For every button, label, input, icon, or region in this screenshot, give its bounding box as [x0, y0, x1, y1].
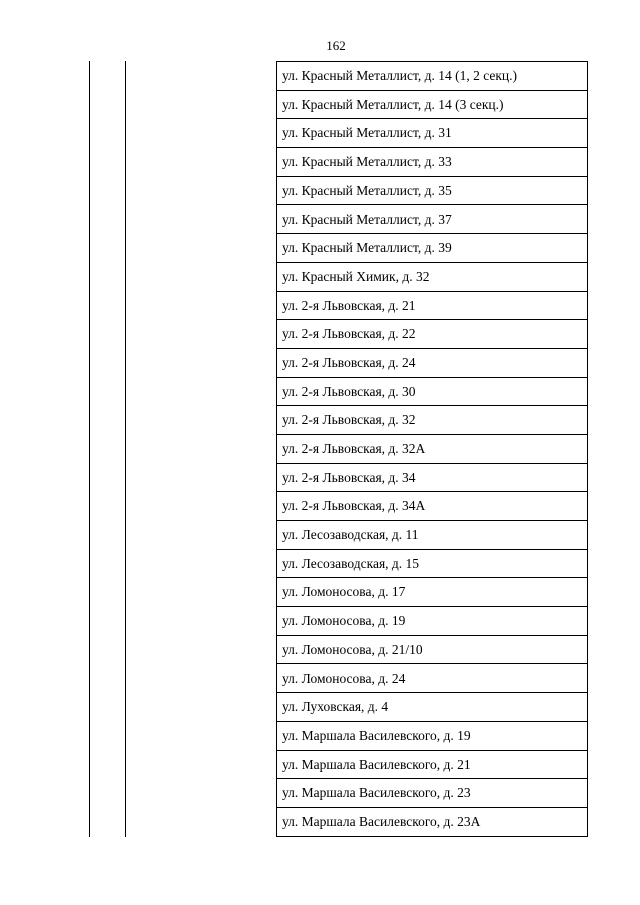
address-cell: ул. Красный Металлист, д. 39 [277, 234, 588, 263]
table-row [277, 90, 588, 119]
address-cell: ул. 2-я Львовская, д. 22 [277, 320, 588, 349]
address-cell: ул. 2-я Львовская, д. 30 [277, 377, 588, 406]
address-cell: ул. Лесозаводская, д. 15 [277, 549, 588, 578]
address-cell: ул. Ломоносова, д. 24 [277, 664, 588, 693]
address-cell: ул. 2-я Львовская, д. 34 [277, 463, 588, 492]
address-cell: ул. Ломоносова, д. 19 [277, 607, 588, 636]
table-row [277, 463, 588, 492]
table-row [277, 635, 588, 664]
table-row [277, 348, 588, 377]
address-cell: ул. Красный Металлист, д. 33 [277, 148, 588, 177]
table-row [277, 607, 588, 636]
table-row [277, 406, 588, 435]
table-row [277, 320, 588, 349]
table-row [277, 521, 588, 550]
address-cell: ул. Красный Химик, д. 32 [277, 262, 588, 291]
address-cell: ул. Ломоносова, д. 17 [277, 578, 588, 607]
address-cell: ул. Красный Металлист, д. 14 (3 секц.) [277, 90, 588, 119]
table-row [277, 750, 588, 779]
address-cell: ул. Красный Металлист, д. 35 [277, 176, 588, 205]
page-number: 162 [326, 38, 346, 53]
address-cell: ул. Маршала Василевского, д. 23А [277, 807, 588, 836]
address-cell: ул. Маршала Василевского, д. 21 [277, 750, 588, 779]
address-cell: ул. Красный Металлист, д. 14 (1, 2 секц.) [277, 62, 588, 91]
table-left-border [89, 61, 90, 837]
address-cell: ул. Маршала Василевского, д. 23 [277, 779, 588, 808]
table-row [277, 262, 588, 291]
table-row [277, 234, 588, 263]
address-table [276, 61, 588, 837]
address-cell: ул. 2-я Львовская, д. 32 [277, 406, 588, 435]
table-row [277, 721, 588, 750]
address-cell: ул. Красный Металлист, д. 31 [277, 119, 588, 148]
table-row [277, 578, 588, 607]
address-cell: ул. 2-я Львовская, д. 32А [277, 434, 588, 463]
table-row [277, 549, 588, 578]
table-row [277, 807, 588, 836]
table-row [277, 434, 588, 463]
table-row [277, 119, 588, 148]
address-cell: ул. Маршала Василевского, д. 19 [277, 721, 588, 750]
table-row [277, 779, 588, 808]
address-cell: ул. Ломоносова, д. 21/10 [277, 635, 588, 664]
table-row [277, 205, 588, 234]
address-cell: ул. Красный Металлист, д. 37 [277, 205, 588, 234]
address-cell: ул. Лесозаводская, д. 11 [277, 521, 588, 550]
table-row [277, 62, 588, 91]
table-row [277, 693, 588, 722]
table-row [277, 176, 588, 205]
address-cell: ул. 2-я Львовская, д. 24 [277, 348, 588, 377]
table-column-divider [125, 61, 126, 837]
table-row [277, 377, 588, 406]
address-cell: ул. 2-я Львовская, д. 21 [277, 291, 588, 320]
table-row [277, 148, 588, 177]
address-cell: ул. Луховская, д. 4 [277, 693, 588, 722]
table-row [277, 664, 588, 693]
address-cell: ул. 2-я Львовская, д. 34А [277, 492, 588, 521]
table-row [277, 492, 588, 521]
table-row [277, 291, 588, 320]
